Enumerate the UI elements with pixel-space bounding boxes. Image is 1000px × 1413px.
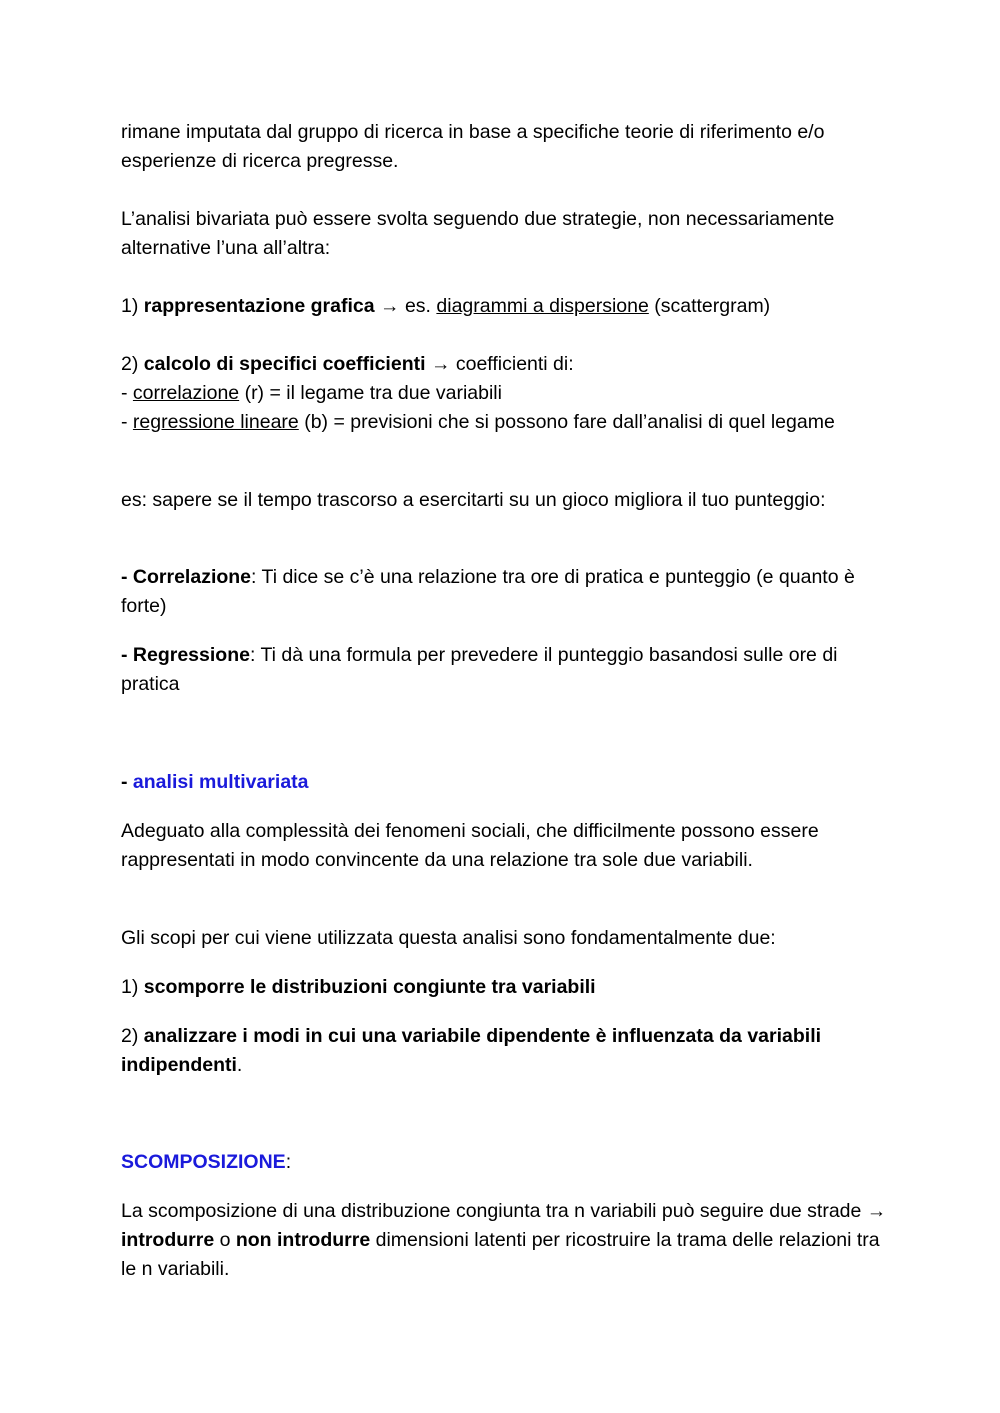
paragraph-intro bbox=[121, 118, 891, 176]
paragraph-decomposition bbox=[121, 1197, 891, 1284]
bold-term: calcolo di specifici coefficienti bbox=[143, 353, 426, 375]
list-number: 2) bbox=[121, 1025, 144, 1047]
bold-term: analizzare i modi in cui una variabile dipendente è influenzata da variabili indipendenti bbox=[121, 1025, 822, 1076]
bold-term: introdurre bbox=[121, 1229, 215, 1251]
text-segment: (scattergram) bbox=[648, 295, 771, 317]
text-segment: : Ti dice se c’è una relazione tra ore di pratica e punteggio (e quanto è forte) bbox=[121, 566, 855, 617]
text-segment: → es. bbox=[374, 295, 437, 317]
list-item-decompose bbox=[121, 973, 891, 1002]
text-segment: : bbox=[285, 1151, 292, 1173]
list-number: 1) bbox=[121, 976, 144, 998]
paragraph-multivariate bbox=[121, 817, 891, 875]
paragraph-example-text: es: sapere se il tempo trascorso a esercitarti su un gioco migliora il tuo punteggio: bbox=[121, 489, 826, 511]
text-segment: dimensioni latenti per ricostruire la trama delle relazioni tra le n variabili. bbox=[121, 1229, 880, 1280]
text-segment: La scomposizione di una distribuzione congiunta tra n variabili può seguire due strade → bbox=[121, 1200, 887, 1222]
paragraph-bivariate bbox=[121, 205, 891, 263]
list-item-line bbox=[121, 408, 891, 437]
heading-label: analisi multivariata bbox=[132, 771, 309, 793]
list-item-coefficients bbox=[121, 350, 891, 437]
paragraph-example bbox=[121, 486, 891, 515]
underlined-term: correlazione bbox=[132, 382, 240, 404]
paragraph-intro-text: rimane imputata dal gruppo di ricerca in base a specifiche teorie di riferimento e/o esperienze di ricerca pregresse. bbox=[121, 121, 825, 172]
list-item-analyze bbox=[121, 1022, 891, 1080]
text-segment: - bbox=[121, 382, 133, 404]
text-segment: o bbox=[214, 1229, 236, 1251]
list-item-line bbox=[121, 379, 891, 408]
paragraph-multivariate-text: Adeguato alla complessità dei fenomeni sociali, che difficilmente possono essere rappresentati in modo convincente da una relazione tra sole due variabili. bbox=[121, 820, 819, 871]
list-item-graphic bbox=[121, 292, 891, 321]
text-segment: (b) = previsioni che si possono fare dall’analisi di quel legame bbox=[298, 411, 835, 433]
bold-term: - Correlazione bbox=[121, 566, 252, 588]
paragraph-correlation bbox=[121, 563, 891, 621]
list-number: 1) bbox=[121, 295, 144, 317]
paragraph-regression bbox=[121, 641, 891, 699]
bold-term: scomporre le distribuzioni congiunte tra variabili bbox=[143, 976, 596, 998]
underlined-term: diagrammi a dispersione bbox=[436, 295, 649, 317]
text-segment: . bbox=[236, 1054, 243, 1076]
list-number: 2) bbox=[121, 353, 144, 375]
heading-dash: - bbox=[121, 771, 133, 793]
heading-decomposition bbox=[121, 1148, 891, 1177]
bold-term: - Regressione bbox=[121, 644, 250, 666]
paragraph-purposes-text: Gli scopi per cui viene utilizzata questa analisi sono fondamentalmente due: bbox=[121, 927, 776, 949]
paragraph-purposes bbox=[121, 924, 891, 953]
text-segment: → coefficienti di: bbox=[425, 353, 574, 375]
text-segment: - bbox=[121, 411, 133, 433]
underlined-term: regressione lineare bbox=[132, 411, 299, 433]
text-segment: (r) = il legame tra due variabili bbox=[239, 382, 502, 404]
bold-term: rappresentazione grafica bbox=[143, 295, 375, 317]
text-segment: : Ti dà una formula per prevedere il punteggio basandosi sulle ore di pratica bbox=[121, 644, 838, 695]
bold-term: non introdurre bbox=[235, 1229, 371, 1251]
paragraph-bivariate-text: L’analisi bivariata può essere svolta seguendo due strategie, non necessariamente alternative l’una all’altra: bbox=[121, 208, 835, 259]
list-item-line bbox=[121, 350, 891, 379]
heading-label: SCOMPOSIZIONE bbox=[121, 1151, 286, 1173]
heading-multivariate bbox=[121, 768, 891, 797]
